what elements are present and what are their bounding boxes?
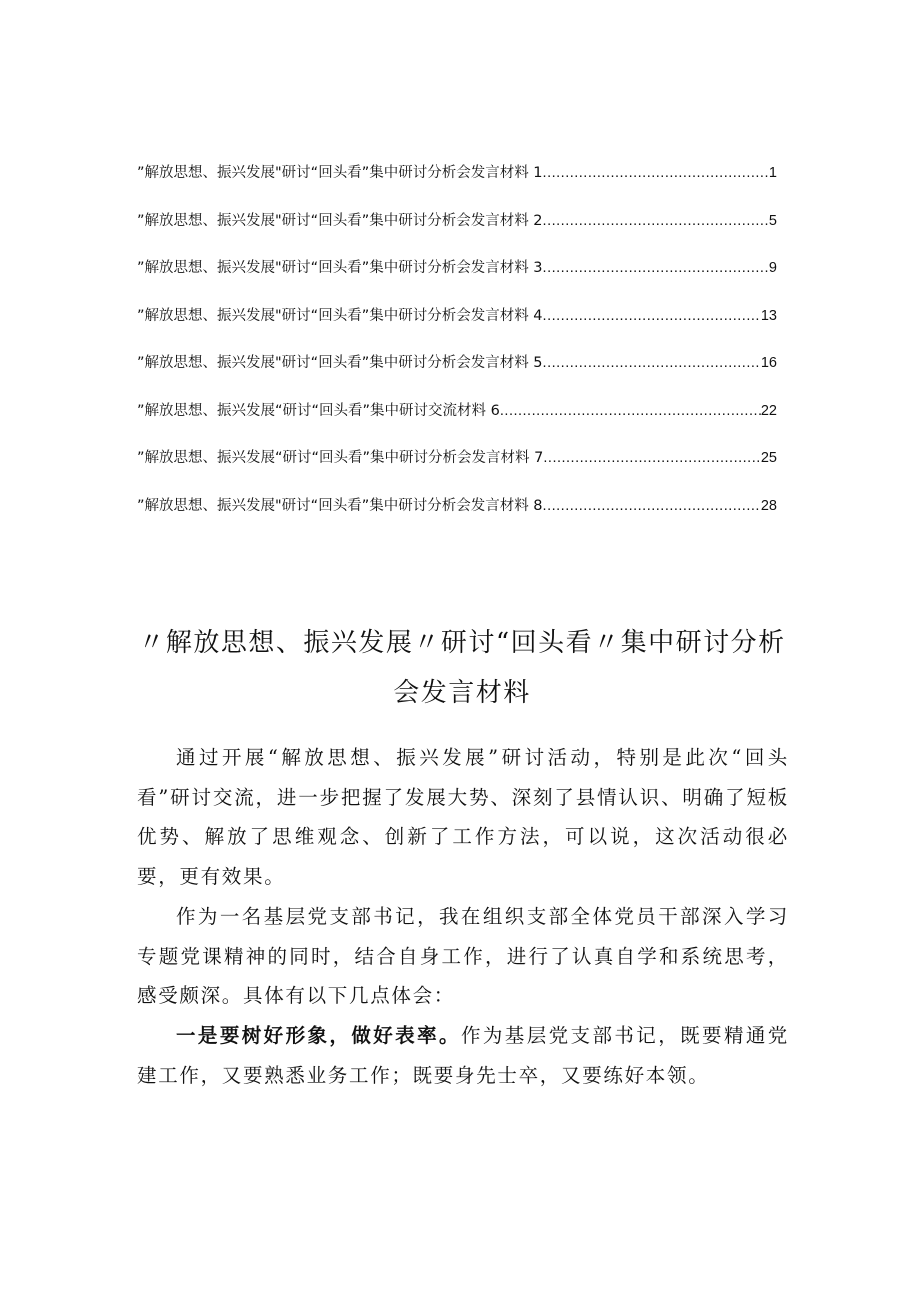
toc-leader-dots (543, 255, 769, 281)
toc-entry-title: ”解放思想、振兴发展"研讨“回头看”集中研讨分析会发言材料 3 (137, 260, 543, 276)
toc-entry-title: ”解放思想、振兴发展"研讨“回头看”集中研讨分析会发言材料 5 (137, 355, 543, 371)
toc-entry-page: 25 (760, 450, 777, 466)
toc-leader-dots (543, 445, 760, 471)
toc-entry-title: ”解放思想、振兴发展"研讨“回头看”集中研讨分析会发言材料 1 (137, 165, 543, 181)
toc-entry-title: ”解放思想、振兴发展"研讨“回头看”集中研讨分析会发言材料 8 (137, 497, 543, 514)
toc-entry-page: 1 (768, 165, 777, 181)
toc-entry-page: 22 (760, 402, 777, 419)
body-paragraph-1: 通过开展“解放思想、振兴发展”研讨活动，特别是此次“回头看”研讨交流，进一步把握了发展大势、深刻了县情认识、明确了短板优势、解放了思维观念、创新了工作方法，可以说，这次活动很必要，更有效果。 (137, 746, 789, 889)
paragraph-lead-bold: 一是要树好形象，做好表率。 (176, 1023, 461, 1047)
toc-leader-dots (543, 160, 769, 186)
toc-entry-page: 9 (768, 260, 777, 276)
toc-entry-page: 28 (760, 497, 777, 514)
toc-entry-page: 16 (760, 355, 777, 371)
document-body (137, 738, 789, 1095)
toc-entry-title: ”解放思想、振兴发展"研讨“回头看”集中研讨分析会发言材料 4 (137, 307, 543, 324)
toc-entry-title: ”解放思想、振兴发展“研讨“回头看”集中研讨分析会发言材料 7 (137, 450, 544, 466)
toc-entry-8[interactable] (137, 493, 777, 541)
toc-entry-page: 5 (768, 212, 777, 229)
toc-leader-dots (500, 398, 761, 424)
toc-entry-3[interactable] (137, 255, 777, 303)
toc-leader-dots (543, 493, 761, 519)
toc-entry-page: 13 (760, 307, 777, 324)
body-paragraph-2: 作为一名基层党支部书记，我在组织支部全体党员干部深入学习专题党课精神的同时，结合自身工作，进行了认真自学和系统思考，感受颇深。具体有以下几点体会： (137, 904, 789, 1008)
document-title: 〃解放思想、振兴发展〃研讨“回头看〃集中研讨分析会发言材料 (138, 628, 786, 708)
body-paragraph-3 (137, 1016, 789, 1095)
table-of-contents (137, 160, 777, 540)
toc-entry-title: ”解放思想、振兴发展"研讨“回头看”集中研讨分析会发言材料 2 (137, 212, 543, 229)
toc-entry-7[interactable] (137, 445, 777, 493)
toc-entry-4[interactable] (137, 303, 777, 351)
toc-entry-6[interactable] (137, 398, 777, 446)
toc-leader-dots (543, 208, 769, 234)
toc-leader-dots (543, 303, 761, 329)
toc-entry-5[interactable] (137, 350, 777, 398)
paragraph-text: 作为基层党支部书记，既要精通党建工作，又要熟悉业务工作；既要身先士卒，又要练好本领。 (137, 1023, 789, 1087)
toc-leader-dots (543, 350, 761, 376)
toc-entry-title: ”解放思想、振兴发展“研讨“回头看”集中研讨交流材料 6 (137, 402, 500, 419)
toc-entry-2[interactable] (137, 208, 777, 256)
toc-entry-1[interactable] (137, 160, 777, 208)
